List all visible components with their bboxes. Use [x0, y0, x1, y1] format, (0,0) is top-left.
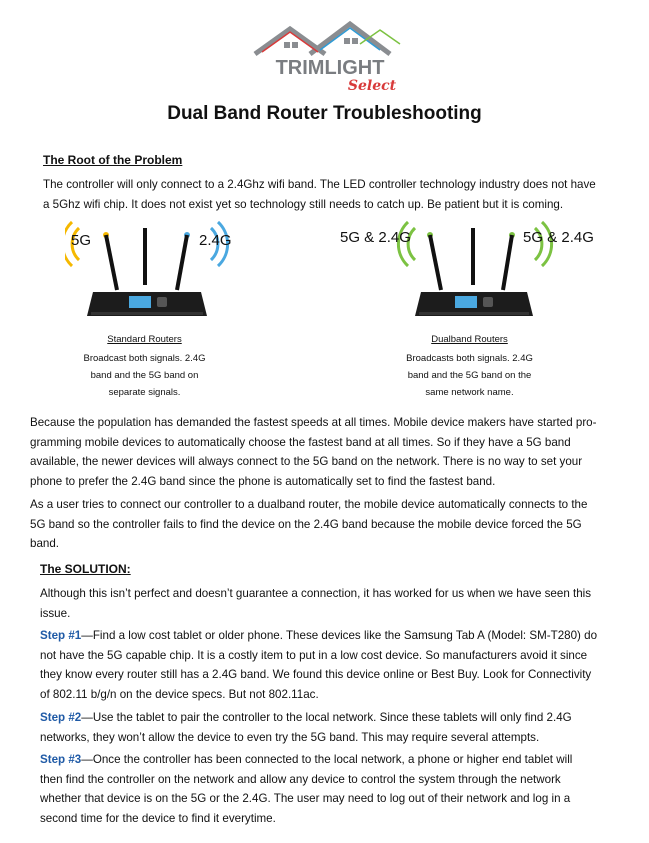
paragraph-line: band.: [30, 537, 60, 550]
solution-heading: The SOLUTION:: [40, 562, 131, 576]
caption-line: separate signals.: [108, 387, 181, 398]
paragraph-line: As a user tries to connect our controller to a dualband router, the mobile device automatically connects to the: [30, 498, 588, 511]
dualband-router-illustration: [335, 220, 615, 330]
population-paragraph: [30, 413, 630, 491]
step-text: then find the controller on the network and allow any device to control the system through the network: [40, 772, 561, 786]
step-text: —Once the controller has been connected to the local network, a phone or higher end tablet will: [81, 753, 573, 766]
step-text: —Find a low cost tablet or older phone. These devices like the Samsung Tab A (Model: SM-T280) do: [81, 629, 598, 642]
logo-script: Select: [347, 78, 397, 94]
standard-routers-title: Standard Routers: [107, 334, 182, 345]
paragraph-line: available, the newer devices will always connect to the 5G band on the network. There is no way to set your: [30, 455, 583, 468]
step-text: second time for the device to find it everytime.: [40, 811, 276, 825]
step-label: Step #2: [40, 711, 82, 724]
step-label: Step #3: [40, 753, 82, 766]
standard-left-band: 5G: [71, 232, 92, 249]
problem-line: The controller will only connect to a 2.4Ghz wifi band. The LED controller technology industry does not have: [43, 178, 596, 191]
paragraph-line: Because the population has demanded the fastest speeds at all times. Mobile device makers have started pro-: [30, 416, 597, 429]
step-text: networks, they won’t allow the device to even try the 5G band. This may require several attempts.: [40, 730, 540, 744]
caption-line: same network name.: [425, 387, 514, 398]
logo-wordmark: TRIMLIGHT: [275, 57, 385, 79]
step-3: [40, 750, 630, 828]
paragraph-line: gramming mobile devices to automatically choose the fastest band at all times. So if they have a 5G band: [30, 435, 571, 449]
paragraph-line: phone to prefer the 2.4G band since the phone is automatically set to find the fastest band.: [30, 474, 496, 488]
step-label: Step #1: [40, 629, 82, 642]
caption-line: Broadcast both signals. 2.4G: [83, 353, 206, 364]
step-1: [40, 626, 630, 704]
problem-text: [43, 175, 623, 214]
caption-line: Broadcasts both signals. 2.4G: [406, 353, 533, 364]
dualband-routers-title: Dualband Routers: [431, 334, 508, 345]
step-text: whether that device is on the 5G or the 2.4G. The user may need to log out of their network and log in a: [40, 792, 571, 805]
step-text: —Use the tablet to pair the controller to the local network. Since these tablets will only find 2.4G: [81, 711, 572, 724]
standard-right-band: 2.4G: [199, 232, 232, 249]
user-paragraph: [30, 495, 630, 554]
dualband-right-band: 5G & 2.4G: [523, 229, 594, 246]
caption-line: band and the 5G band on the: [407, 370, 532, 381]
standard-routers-caption: [72, 350, 217, 401]
dualband-left-band: 5G & 2.4G: [340, 229, 411, 246]
problem-line: a 5Ghz wifi chip. It does not exist yet so technology still needs to catch up. Be patient but it is coming.: [43, 197, 564, 211]
problem-heading: The Root of the Problem: [43, 153, 183, 167]
solution-intro: [40, 584, 630, 623]
paragraph-line: Although this isn’t perfect and doesn’t guarantee a connection, it has worked for us when we have seen this: [40, 587, 592, 600]
dualband-routers-caption: [392, 350, 547, 401]
step-2: [40, 708, 630, 747]
step-text: they know every router still has a 2.4G band. We found this device online or Best Buy. Look for Connectivity: [40, 668, 592, 681]
paragraph-line: issue.: [40, 606, 71, 620]
step-text: not have the 5G capable chip. It is a costly item to put in a low cost device. So manufacturers avoid it since: [40, 648, 588, 662]
page-title: Dual Band Router Troubleshooting: [167, 103, 482, 124]
trimlight-logo: [250, 14, 410, 94]
standard-router-illustration: [65, 220, 245, 330]
step-text: of 802.11 b/g/n on the device specs. But not 802.11ac.: [40, 687, 319, 701]
caption-line: band and the 5G band on: [90, 370, 199, 381]
paragraph-line: 5G band so the controller fails to find the device on the 2.4G band because the mobile device forced the 5G: [30, 517, 582, 531]
